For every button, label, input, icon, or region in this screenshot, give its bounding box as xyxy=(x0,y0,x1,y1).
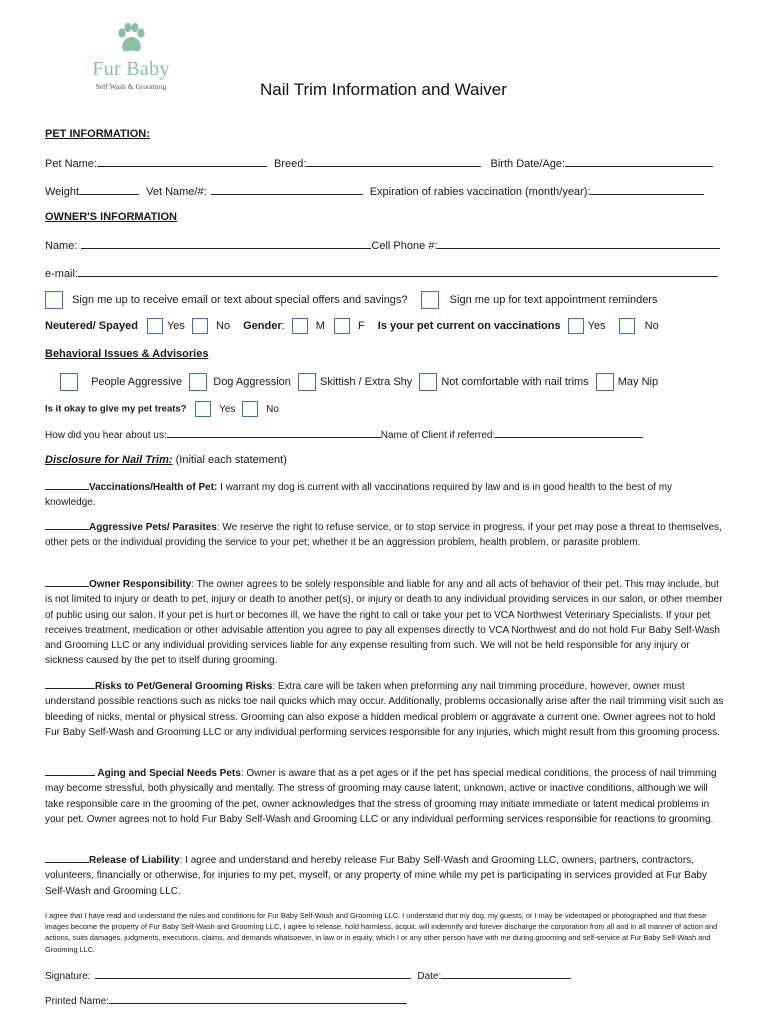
treats-label: Is it okay to give my pet treats? xyxy=(45,403,187,415)
referred-label: Name of Client if referred: xyxy=(380,430,496,441)
logo-tagline: Self Wash & Grooming xyxy=(95,82,167,91)
pet-info-heading xyxy=(45,128,150,140)
item-text: : The owner agrees to be solely responsible and liable for any and all acts of behavior of their pet. This may include, but is not limited to injury or death to pet, injury or death to another pet(s), or injury or death to any individual providing services in our salon, or other member of public using our salon. If your pet is hurt or becomes ill, we have the right to call or take your pet to VCA Northwest Veterinary Specialists. If your pet receives treatment, medication or other advisable attention you agree to pay all expenses directly to VCA Northwest and do not hold Fur Baby Self-Wash and Grooming LLC or any individual providing services liable for any expense resulting from such. We will not be held responsible for any injury or sickness caused by the pet to itself during grooming. xyxy=(45,579,723,667)
signature-row xyxy=(45,969,571,982)
item-text: : We reserve the right to refuse service, or to stop service in progress, if your pet may pose a threat to themselves, other pets or the individual providing the service to your pet; whether it be an aggression problem, health problem, or parasite problem. xyxy=(45,522,722,549)
item-text: I warrant my dog is current with all vaccinations required by law and is in good health to the best of my knowledge. xyxy=(45,482,673,509)
behavior-row xyxy=(60,373,658,391)
people-aggressive-checkbox[interactable] xyxy=(60,373,78,391)
birth-label: Birth Date/Age: xyxy=(490,158,566,170)
treats-no-label: No xyxy=(266,403,279,415)
initial-field[interactable] xyxy=(45,679,95,689)
gender-f-checkbox[interactable] xyxy=(334,318,350,334)
treats-no-checkbox[interactable] xyxy=(242,401,258,417)
initial-field[interactable] xyxy=(45,577,89,587)
disclosure-heading xyxy=(45,454,287,466)
offers-checkbox[interactable] xyxy=(45,291,63,309)
pet-name-field[interactable] xyxy=(97,156,267,167)
item-label: Aggressive Pets/ Parasites xyxy=(89,522,217,533)
rabies-field[interactable] xyxy=(590,184,704,195)
agreement-text: I agree that I have read and understand the rules and conditions for Fur Baby Self-Wash and Grooming LLC. I understand that my dog, my guests, or I may be videotaped or photographed and that these images become the property of Fur Baby Self-Wash and Grooming LLC, I agree to release, hold harmless, acquit, will indemnify and forever discharge the corporation from all and in all manner of action and actions, suits damages, judgments, executions, claims, and demands whatsoever, in law or in equity, which I or any other person have with me during grooming and self-service at Fur Baby Self-Wash and Grooming LLC. xyxy=(45,911,718,954)
initial-field[interactable] xyxy=(45,480,89,490)
disclosure-item xyxy=(45,577,725,669)
date-label: Date: xyxy=(417,971,442,982)
disclosure-item xyxy=(45,853,725,899)
gender-f-label: F xyxy=(358,319,365,332)
printed-name-label: Printed Name: xyxy=(45,996,109,1007)
behavior-heading xyxy=(45,348,208,360)
paw-icon xyxy=(114,22,148,56)
hear-field[interactable] xyxy=(167,428,381,438)
cell-label: Cell Phone #: xyxy=(371,240,438,252)
gender-colon: : xyxy=(281,319,285,332)
email-label: e-mail: xyxy=(45,268,79,280)
pet-name-label: Pet Name: xyxy=(45,158,97,170)
owner-name-field[interactable] xyxy=(81,238,371,249)
breed-label: Breed: xyxy=(274,158,307,170)
vacc-no-checkbox[interactable] xyxy=(619,318,635,334)
not-comfortable-checkbox[interactable] xyxy=(419,373,437,391)
item-text: : Owner is aware that as a pet ages or if the pet has special medical conditions, the process of nail trimming may become stressful, both physically and mentally. The stress of grooming may cause latent, unknown, active or inactive conditions, although we will take responsible care in the grooming of the pet, owner acknowledges that the stress of grooming may initiate immediate or latent medical problems in your pet. Owner agrees not to hold Fur Baby Self-Wash and Grooming LLC or any individual performing services responsible for reactions to grooming. xyxy=(45,768,717,825)
neutered-row xyxy=(45,318,659,334)
logo xyxy=(86,22,176,91)
skittish-checkbox[interactable] xyxy=(298,373,316,391)
item-label: Release of Liability xyxy=(89,855,180,866)
disclosure-item xyxy=(45,766,725,827)
gender-m-checkbox[interactable] xyxy=(292,318,308,334)
neutered-no-checkbox[interactable] xyxy=(192,318,208,334)
pet-row-2 xyxy=(45,184,704,198)
dog-aggression-label: Dog Aggression xyxy=(213,375,291,388)
owner-row-2 xyxy=(45,266,718,280)
pet-row-1 xyxy=(45,156,713,170)
gender-m-label: M xyxy=(315,319,325,332)
logo-name: Fur Baby xyxy=(92,58,170,80)
disclosure-item xyxy=(45,679,725,740)
item-label: Aging and Special Needs Pets xyxy=(95,768,241,779)
owner-info-heading xyxy=(45,211,177,223)
disclosure-item xyxy=(45,480,725,511)
treats-yes-label: Yes xyxy=(219,403,236,415)
weight-label: Weight xyxy=(45,186,80,198)
hear-label: How did you hear about us: xyxy=(45,430,167,441)
opt-in-row xyxy=(45,291,658,309)
initial-field[interactable] xyxy=(45,766,95,776)
page-title: Nail Trim Information and Waiver xyxy=(260,80,507,99)
name-label: Name: xyxy=(45,240,78,252)
item-label: Owner Responsibility xyxy=(89,579,192,590)
reminders-label: Sign me up for text appointment reminders xyxy=(449,293,658,306)
initial-field[interactable] xyxy=(45,853,89,863)
section-heading: OWNER'S INFORMATION xyxy=(45,211,177,223)
neutered-yes-checkbox[interactable] xyxy=(147,318,163,334)
neutered-yes-label: Yes xyxy=(166,319,185,332)
rabies-label: Expiration of rabies vaccination (month/year): xyxy=(369,186,591,198)
skittish-label: Skittish / Extra Shy xyxy=(319,375,413,388)
vacc-yes-checkbox[interactable] xyxy=(568,318,584,334)
people-aggressive-label: People Aggressive xyxy=(91,375,183,388)
vet-field[interactable] xyxy=(211,184,363,195)
date-field[interactable] xyxy=(441,969,571,979)
may-nip-label: May Nip xyxy=(617,375,659,388)
gender-label: Gender xyxy=(243,319,282,332)
reminders-checkbox[interactable] xyxy=(421,291,439,309)
disclosure-subtitle: (Initial each statement) xyxy=(172,454,287,466)
weight-field[interactable] xyxy=(79,184,139,195)
offers-label: Sign me up to receive email or text about special offers and savings? xyxy=(72,293,408,306)
section-heading: PET INFORMATION: xyxy=(45,128,150,140)
referred-field[interactable] xyxy=(495,428,643,438)
item-label: Vaccinations/Health of Pet: xyxy=(89,482,218,493)
printed-name-row xyxy=(45,994,407,1007)
item-label: Risks to Pet/General Grooming Risks xyxy=(95,681,273,692)
section-heading: Behavioral Issues & Advisories xyxy=(45,348,209,360)
birth-field[interactable] xyxy=(565,156,713,167)
referral-row xyxy=(45,428,643,441)
disclosure-item xyxy=(45,520,725,551)
treats-row xyxy=(45,401,279,417)
breed-field[interactable] xyxy=(306,156,481,167)
cell-field[interactable] xyxy=(437,238,720,249)
initial-field[interactable] xyxy=(45,520,89,530)
email-field[interactable] xyxy=(78,266,718,277)
printed-name-field[interactable] xyxy=(109,994,407,1004)
signature-field[interactable] xyxy=(95,969,411,979)
item-text: : I agree and understand and hereby release Fur Baby Self-Wash and Grooming LLC, owners, partners, contractors, volunteers, financially or otherwise, for injuries to my pet, myself, or any property of mine while my pet is participating in services provided at Fur Baby Self-Wash and Grooming LLC. xyxy=(45,855,707,897)
disclosure-title: Disclosure for Nail Trim: xyxy=(45,454,173,466)
vacc-no-label: No xyxy=(644,319,659,332)
owner-row-1 xyxy=(45,238,720,252)
vacc-yes-label: Yes xyxy=(587,319,606,332)
vet-label: Vet Name/#: xyxy=(146,186,207,198)
may-nip-checkbox[interactable] xyxy=(596,373,614,391)
not-comfortable-label: Not comfortable with nail trims xyxy=(441,375,589,388)
neutered-label: Neutered/ Spayed xyxy=(45,319,138,332)
signature-label: Signature: xyxy=(45,971,91,982)
dog-aggression-checkbox[interactable] xyxy=(189,373,207,391)
item-text: : Extra care will be taken when preforming any nail trimming procedure, however, owner must understand possible reactions such as nicks toe nail quicks which may occur. Additionally, problems occasionally arise after the nail trimming visit such as bleeding of nicks, mental or physical stress. Grooming can also expose a hidden medical problem or aggravate a current one. Owner agrees not to hold Fur Baby Self-Wash and Grooming LLC or any individual performing services responsible for any injuries, which might result from this grooming process. xyxy=(45,681,724,738)
treats-yes-checkbox[interactable] xyxy=(195,401,211,417)
vaccinations-label: Is your pet current on vaccinations xyxy=(377,319,561,332)
neutered-no-label: No xyxy=(216,319,231,332)
